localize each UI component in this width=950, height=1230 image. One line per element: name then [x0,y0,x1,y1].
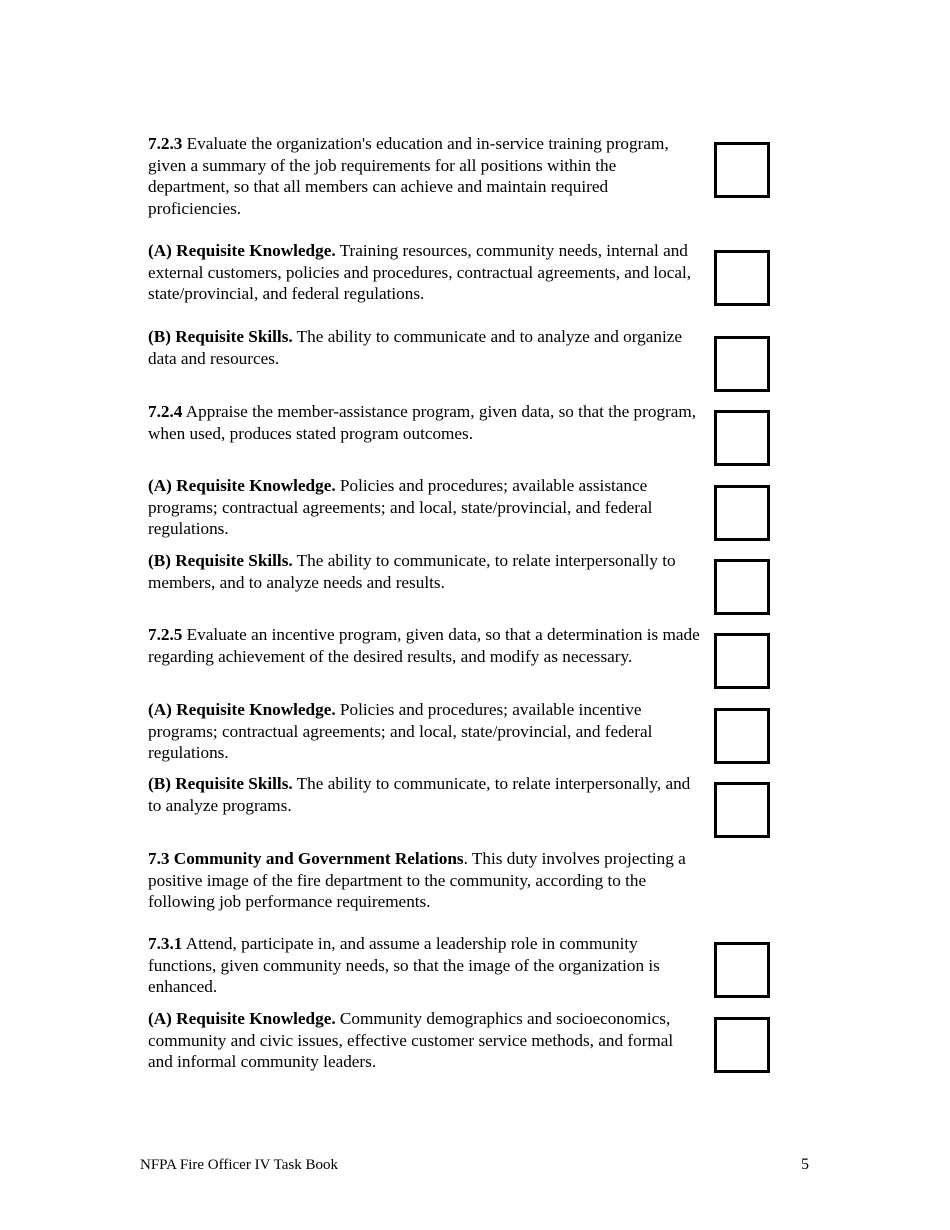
section-label: (B) Requisite Skills. [148,327,293,346]
section-7-2-4-skills [148,550,700,593]
section-label: 7.2.3 [148,134,183,153]
signoff-checkbox-7-3-1[interactable] [714,942,770,998]
section-label: 7.3 Community and Government Relations [148,849,464,868]
signoff-checkbox-7-2-5-skills[interactable] [714,782,770,838]
page-number: 5 [801,1156,809,1173]
section-7-2-4-knowledge [148,475,700,540]
section-7-2-3-knowledge [148,240,700,305]
section-label: (A) Requisite Knowledge. [148,700,336,719]
section-text: . This duty involves projecting a positive image of the fire department to the community, according to the following job performance requirements. [148,849,686,911]
section-7-2-5 [148,624,700,667]
section-7-2-4 [148,401,700,444]
section-label: 7.3.1 [148,934,183,953]
section-text: Evaluate the organization's education and in-service training program, given a summary of the job requirements for all positions within the department, so that all members can achieve and maintain required proficiencies. [148,134,669,218]
section-7-2-3-skills [148,326,700,369]
signoff-checkbox-7-2-3[interactable] [714,142,770,198]
section-text: Appraise the member-assistance program, given data, so that the program, when used, produces stated program outcomes. [148,402,697,443]
section-text: Attend, participate in, and assume a leadership role in community functions, given community needs, so that the image of the organization is enhanced. [148,934,660,996]
section-7-2-5-knowledge [148,699,700,764]
signoff-checkbox-7-2-3-knowledge[interactable] [714,250,770,306]
section-text: Evaluate an incentive program, given data, so that a determination is made regarding achievement of the desired results, and modify as necessary. [148,625,700,666]
signoff-checkbox-7-3-1-knowledge[interactable] [714,1017,770,1073]
signoff-checkbox-7-2-4[interactable] [714,410,770,466]
section-text: The ability to communicate, to relate interpersonally to members, and to analyze needs and results. [148,551,676,592]
signoff-checkbox-7-2-5[interactable] [714,633,770,689]
section-label: (A) Requisite Knowledge. [148,476,336,495]
section-text: Policies and procedures; available assistance programs; contractual agreements; and local, state/provincial, and federal regulations. [148,476,653,538]
section-7-3 [148,848,700,913]
section-text: Policies and procedures; available incentive programs; contractual agreements; and local, state/provincial, and federal regulations. [148,700,653,762]
section-text: Community demographics and socioeconomics, community and civic issues, effective customer service methods, and formal and informal community leaders. [148,1009,674,1071]
section-label: (A) Requisite Knowledge. [148,241,336,260]
section-text: Training resources, community needs, internal and external customers, policies and procedures, contractual agreements, and local, state/provincial, and federal regulations. [148,241,692,303]
section-label: (B) Requisite Skills. [148,551,293,570]
section-label: (B) Requisite Skills. [148,774,293,793]
signoff-checkbox-7-2-5-knowledge[interactable] [714,708,770,764]
signoff-checkbox-7-2-3-skills[interactable] [714,336,770,392]
section-7-3-1 [148,933,700,998]
section-text: The ability to communicate, to relate interpersonally, and to analyze programs. [148,774,691,815]
section-7-2-3 [148,133,700,219]
signoff-checkbox-7-2-4-knowledge[interactable] [714,485,770,541]
footer-title: NFPA Fire Officer IV Task Book [140,1157,338,1173]
section-label: 7.2.5 [148,625,183,644]
section-text: The ability to communicate and to analyze and organize data and resources. [148,327,682,368]
signoff-checkbox-7-2-4-skills[interactable] [714,559,770,615]
section-label: (A) Requisite Knowledge. [148,1009,336,1028]
section-label: 7.2.4 [148,402,183,421]
section-7-2-5-skills [148,773,700,816]
section-7-3-1-knowledge [148,1008,700,1073]
